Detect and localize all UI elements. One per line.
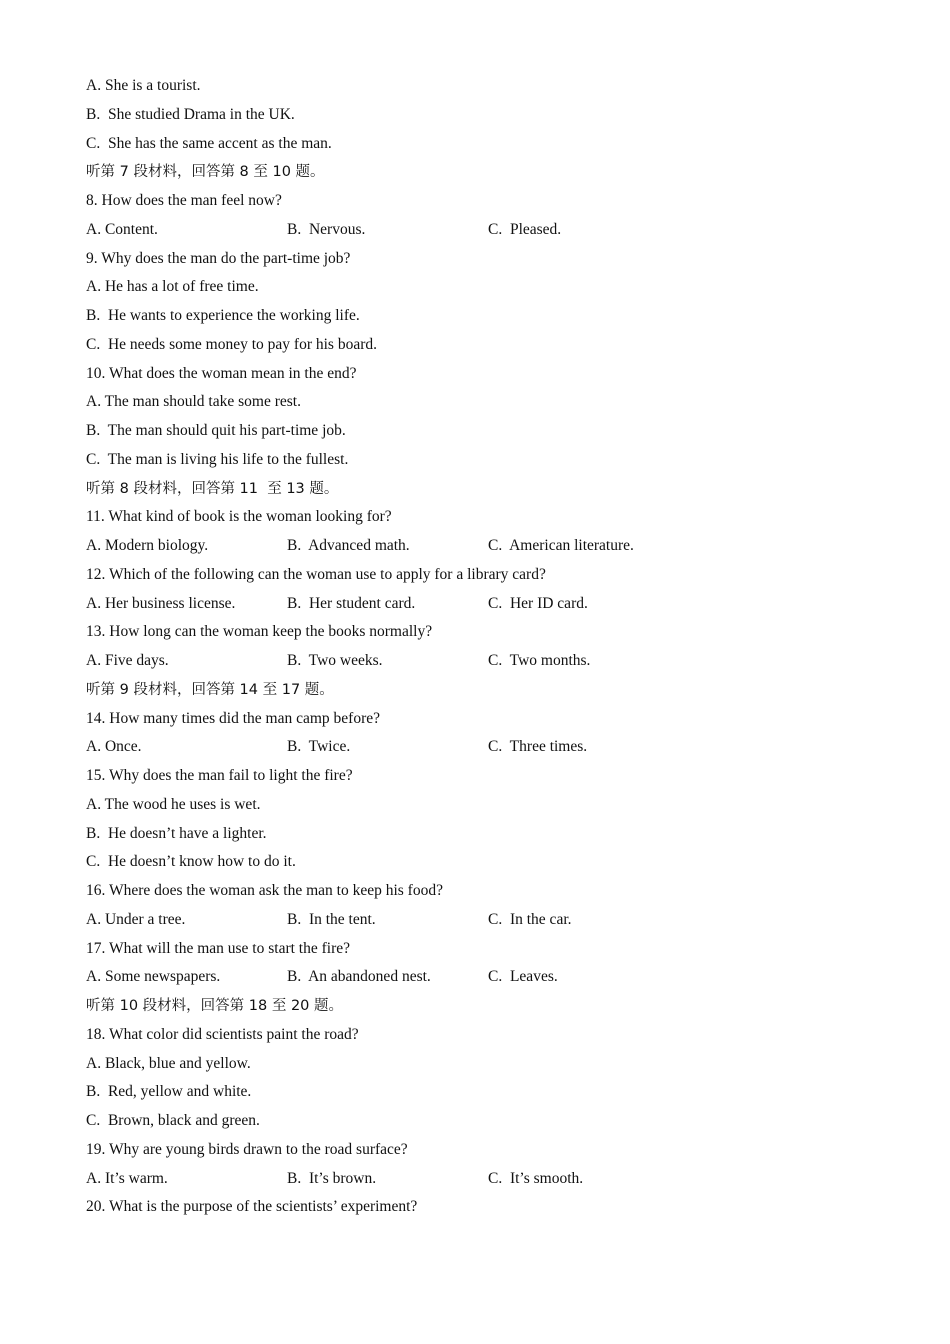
answer-option-a: A. Content. xyxy=(86,220,158,238)
answer-option-b: B. Advanced math. xyxy=(287,537,410,554)
answer-option-b: B. Her student card. xyxy=(287,594,416,612)
question-line: 15. Why does the man fail to light the fire? xyxy=(86,767,353,784)
answer-option-c: C. Pleased. xyxy=(488,220,562,238)
question-line: 9. Why does the man do the part-time job? xyxy=(86,249,351,267)
answer-options-row xyxy=(86,651,786,671)
question-line: 14. How many times did the man camp before? xyxy=(86,709,380,727)
question-line: C. He doesn’t know how to do it. xyxy=(86,853,296,871)
section-instruction: 听第 7 段材料，回答第 8 至 10 题。 xyxy=(86,164,325,181)
answer-option-b: B. In the tent. xyxy=(287,910,376,928)
answer-option-a: A. Under a tree. xyxy=(86,910,186,928)
answer-option-b: B. An abandoned nest. xyxy=(287,968,431,986)
question-line: B. He wants to experience the working life. xyxy=(86,307,360,324)
answer-option-c: C. In the car. xyxy=(488,910,572,928)
section-instruction: 听第 8 段材料，回答第 11 至 13 题。 xyxy=(86,480,339,497)
answer-option-b: B. Two weeks. xyxy=(287,652,383,669)
answer-option-c: C. Leaves. xyxy=(488,968,558,986)
question-line: 16. Where does the woman ask the man to keep his food? xyxy=(86,882,443,899)
question-line: A. The man should take some rest. xyxy=(86,393,301,411)
question-line: C. She has the same accent as the man. xyxy=(86,134,332,152)
question-line: 20. What is the purpose of the scientists’ experiment? xyxy=(86,1198,418,1216)
answer-option-c: C. Two months. xyxy=(488,652,591,669)
answer-option-b: B. Twice. xyxy=(287,738,351,756)
answer-options-row xyxy=(86,967,786,987)
answer-options-row xyxy=(86,910,786,930)
answer-option-a: A. Once. xyxy=(86,738,142,756)
question-line: 11. What kind of book is the woman looking for? xyxy=(86,508,392,526)
section-instruction: 听第 10 段材料，回答第 18 至 20 题。 xyxy=(86,998,344,1014)
answer-option-a: A. Some newspapers. xyxy=(86,968,221,986)
answer-option-c: C. It’s smooth. xyxy=(488,1169,584,1187)
question-line: C. Brown, black and green. xyxy=(86,1112,260,1129)
answer-option-c: C. Her ID card. xyxy=(488,594,588,612)
question-line: B. She studied Drama in the UK. xyxy=(86,105,295,123)
answer-option-a: A. It’s warm. xyxy=(86,1169,168,1187)
answer-options-row xyxy=(86,594,786,614)
question-line: 8. How does the man feel now? xyxy=(86,192,282,209)
answer-option-a: A. Her business license. xyxy=(86,594,236,612)
answer-option-b: B. Nervous. xyxy=(287,220,366,238)
question-line: 12. Which of the following can the woman use to apply for a library card? xyxy=(86,565,546,583)
question-line: 17. What will the man use to start the fire? xyxy=(86,939,350,957)
question-line: B. Red, yellow and white. xyxy=(86,1083,252,1101)
question-line: C. The man is living his life to the fullest. xyxy=(86,450,349,468)
answer-option-a: A. Five days. xyxy=(86,652,169,669)
answer-options-row xyxy=(86,737,786,757)
question-line: B. He doesn’t have a lighter. xyxy=(86,824,267,842)
question-line: 18. What color did scientists paint the road? xyxy=(86,1025,359,1043)
question-line: C. He needs some money to pay for his board. xyxy=(86,335,377,353)
answer-options-row xyxy=(86,536,786,556)
question-line: A. He has a lot of free time. xyxy=(86,278,259,296)
answer-option-b: B. It’s brown. xyxy=(287,1169,377,1187)
question-line: A. Black, blue and yellow. xyxy=(86,1054,251,1072)
question-line: 10. What does the woman mean in the end? xyxy=(86,364,357,382)
question-line: 13. How long can the woman keep the books normally? xyxy=(86,623,433,641)
answer-option-c: C. Three times. xyxy=(488,738,588,756)
question-line: 19. Why are young birds drawn to the road surface? xyxy=(86,1140,408,1158)
answer-option-a: A. Modern biology. xyxy=(86,537,209,554)
question-line: B. The man should quit his part-time job. xyxy=(86,422,346,439)
question-line: A. The wood he uses is wet. xyxy=(86,795,261,813)
answer-options-row xyxy=(86,220,786,240)
section-instruction: 听第 9 段材料，回答第 14 至 17 题。 xyxy=(86,681,334,698)
question-line: A. She is a tourist. xyxy=(86,77,201,94)
answer-options-row xyxy=(86,1169,786,1189)
answer-option-c: C. American literature. xyxy=(488,537,634,554)
